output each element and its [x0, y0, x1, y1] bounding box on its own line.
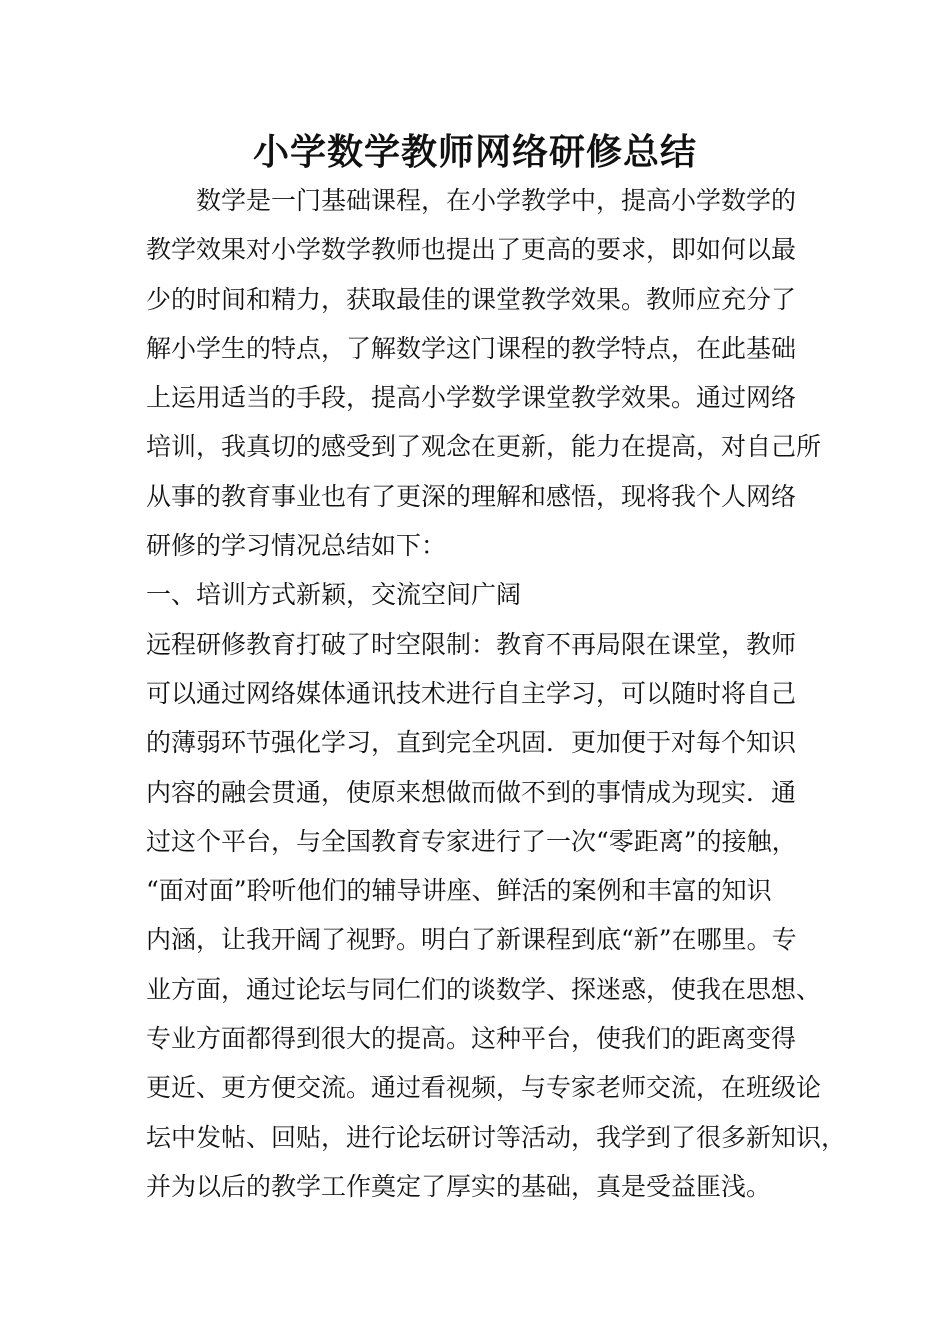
paragraph-line: 更近、更方便交流。通过看视频，与专家老师交流，在班级论	[146, 1073, 822, 1103]
paragraph-line: 内涵，让我开阔了视野。明白了新课程到底“新”在哪里。专	[146, 925, 797, 955]
paragraph-line: 内容的融会贯通，使原来想做而做不到的事情成为现实．通	[146, 777, 797, 807]
paragraph-line: 的薄弱环节强化学习，直到完全巩固．更加便于对每个知识	[146, 728, 797, 758]
paragraph-line: 从事的教育事业也有了更深的理解和感悟，现将我个人网络	[146, 481, 797, 511]
paragraph-line: 并为以后的教学工作奠定了厚实的基础，真是受益匪浅。	[146, 1171, 772, 1201]
paragraph-line: 过这个平台，与全国教育专家进行了一次“零距离”的接触，	[146, 826, 797, 856]
paragraph-line: 培训，我真切的感受到了观念在更新，能力在提高，对自己所	[146, 432, 822, 462]
paragraph-line: 研修的学习情况总结如下：	[146, 531, 447, 561]
paragraph-line: 可以通过网络媒体通讯技术进行自主学习，可以随时将自己	[146, 678, 797, 708]
document-body	[146, 176, 847, 1211]
paragraph-line: 业方面，通过论坛与同仁们的谈数学、探迷惑，使我在思想、	[146, 974, 822, 1004]
paragraph-line: 上运用适当的手段，提高小学数学课堂教学效果。通过网络	[146, 383, 797, 413]
paragraph-line: 远程研修教育打破了时空限制：教育不再局限在课堂，教师	[146, 629, 797, 659]
paragraph-line: 专业方面都得到很大的提高。这种平台，使我们的距离变得	[146, 1024, 797, 1054]
paragraph-line: “面对面”聆听他们的辅导讲座、鲜活的案例和丰富的知识	[146, 876, 772, 906]
paragraph-line: 解小学生的特点，了解数学这门课程的教学特点，在此基础	[146, 333, 797, 363]
document-title: 小学数学教师网络研修总结	[252, 131, 697, 173]
paragraph-line: 数学是一门基础课程，在小学教学中，提高小学数学的	[196, 186, 797, 215]
section-heading: 一、培训方式新颖，交流空间广阔	[146, 580, 522, 610]
paragraph-line: 教学效果对小学数学教师也提出了更高的要求，即如何以最	[146, 235, 797, 265]
paragraph-line: 坛中发帖、回贴，进行论坛研讨等活动，我学到了很多新知识，	[146, 1122, 847, 1152]
paragraph-line: 少的时间和精力，获取最佳的课堂教学效果。教师应充分了	[146, 284, 797, 314]
